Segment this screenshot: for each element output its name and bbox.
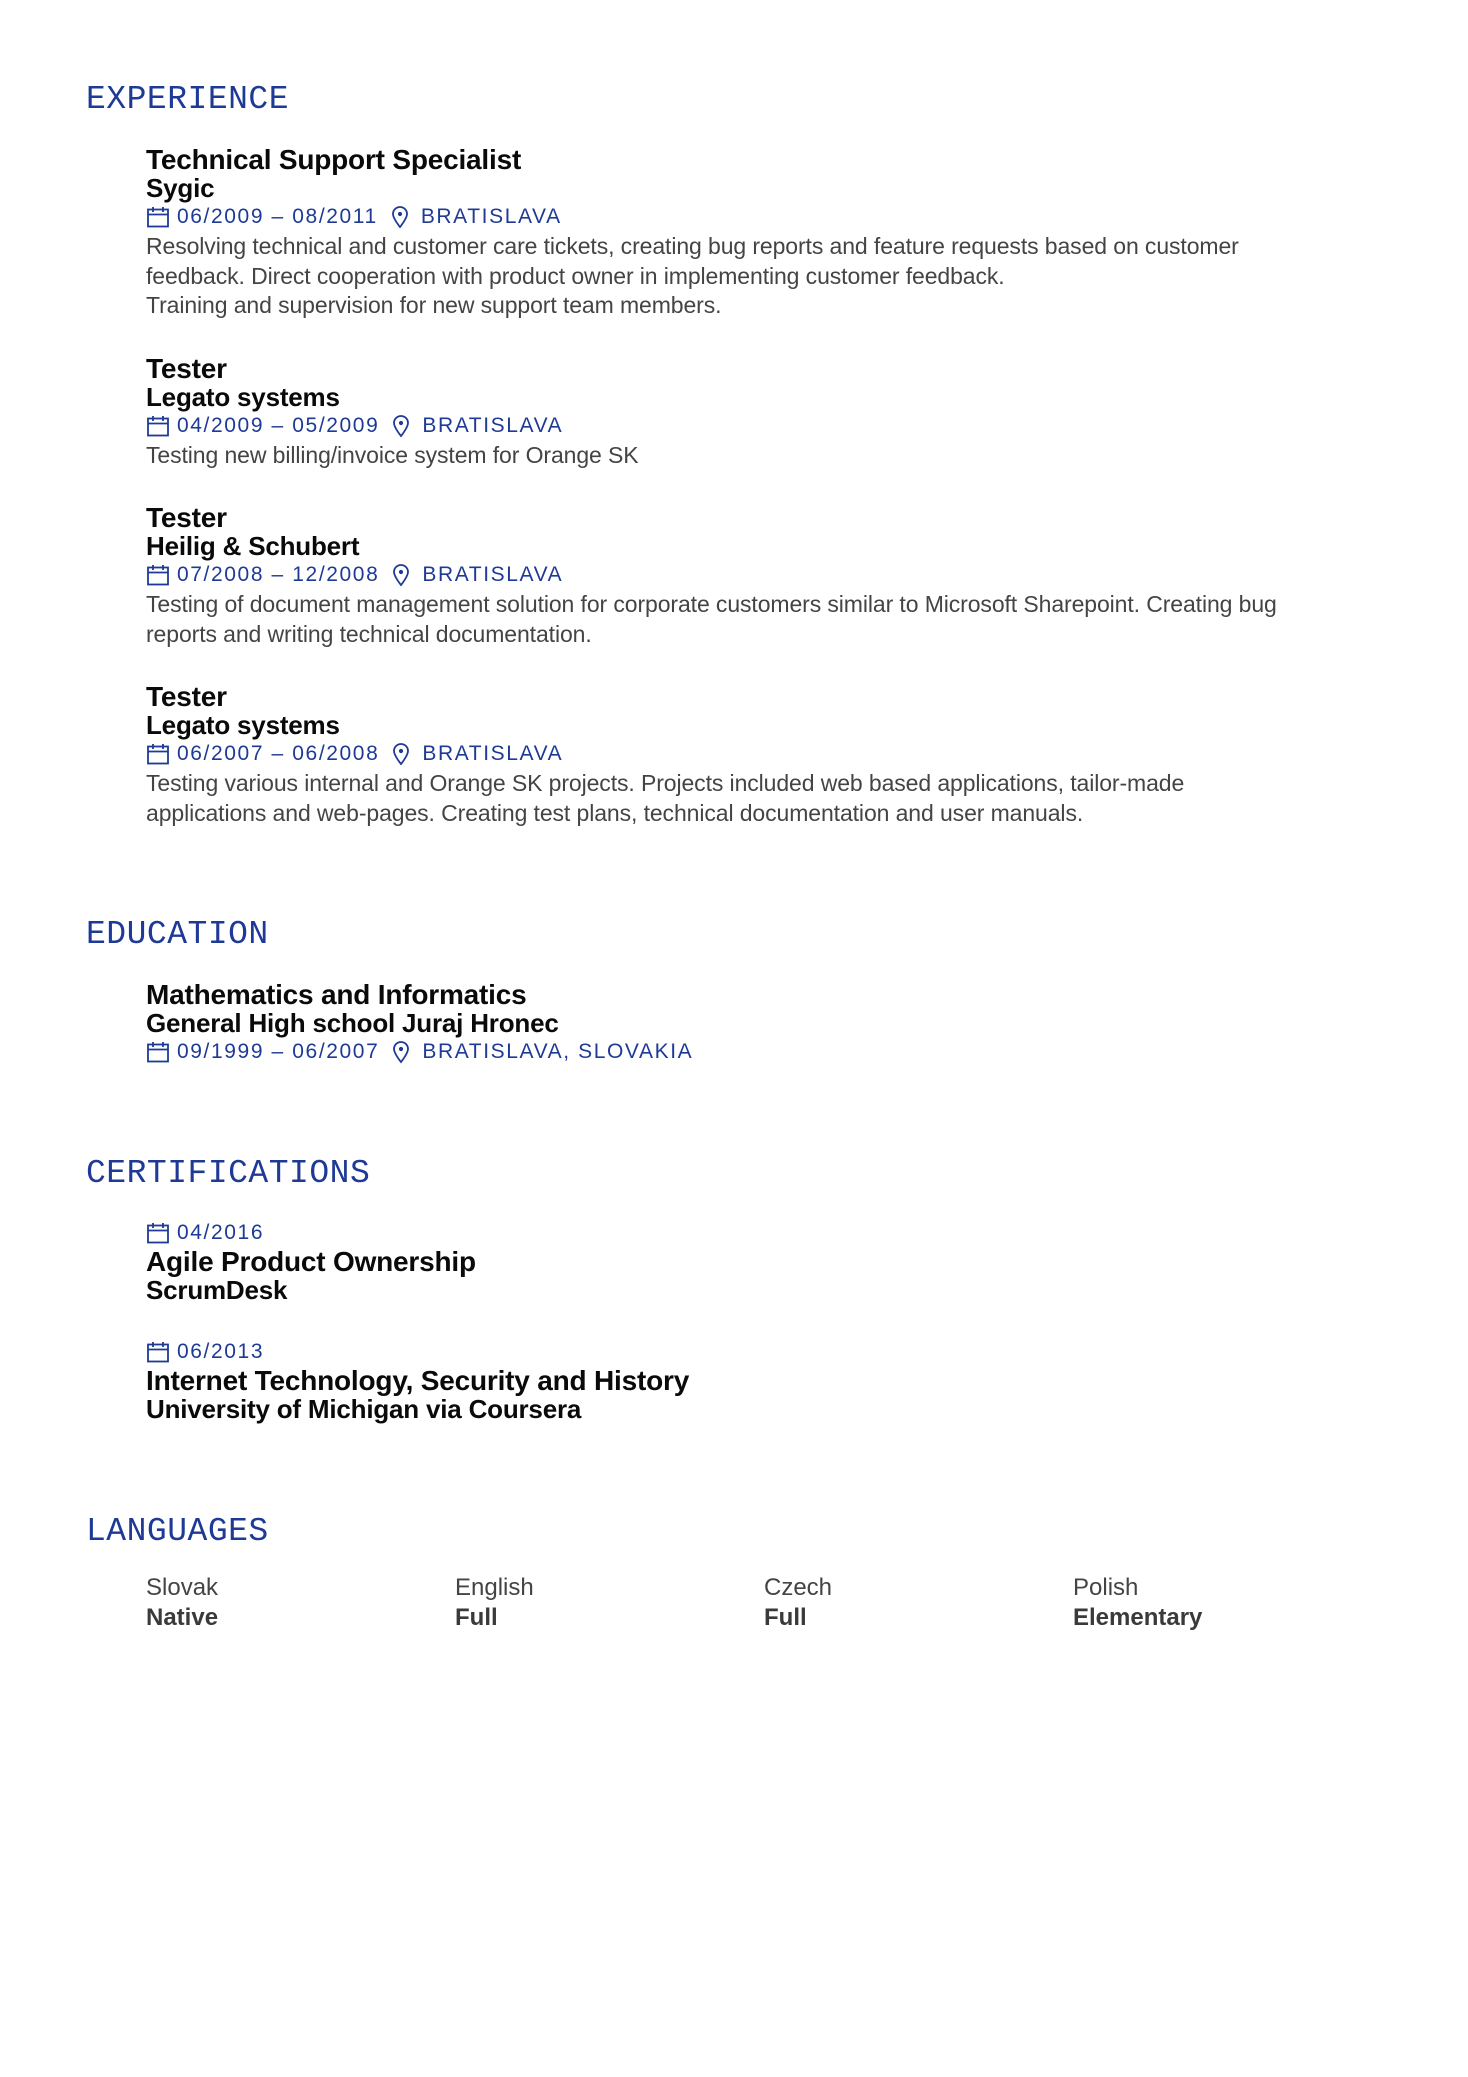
- description-line: Training and supervision for new support team members.: [146, 292, 722, 318]
- certification-entry: [146, 1337, 1386, 1423]
- map-pin-icon: [389, 563, 413, 587]
- location: BRATISLAVA, SLOVAKIA: [422, 1040, 694, 1063]
- job-title: Tester: [146, 502, 227, 533]
- language-name: Czech: [764, 1574, 833, 1601]
- job-description: [146, 232, 1386, 321]
- description-line: feedback. Direct cooperation with product owner in implementing customer feedback.: [146, 262, 1005, 289]
- company-name: Heilig & Schubert: [146, 531, 360, 561]
- entry-meta: [146, 1218, 1386, 1248]
- calendar-icon: [146, 1221, 170, 1245]
- section-heading-languages: LANGUAGES: [86, 1513, 269, 1550]
- calendar-icon: [146, 1040, 170, 1064]
- certification-date: 06/2013: [177, 1340, 265, 1363]
- description-line: Resolving technical and customer care tickets, creating bug reports and feature requests based on customer: [146, 233, 1239, 259]
- certification-date: 04/2016: [177, 1221, 265, 1244]
- job-description: [146, 769, 1386, 828]
- experience-entry: [146, 683, 1386, 828]
- certification-title: Internet Technology, Security and History: [146, 1365, 690, 1396]
- date-range: 04/2009 – 05/2009: [177, 414, 380, 437]
- language-name: English: [455, 1574, 534, 1601]
- location: BRATISLAVA: [420, 205, 562, 228]
- location: BRATISLAVA: [422, 563, 564, 586]
- certification-issuer: ScrumDesk: [146, 1275, 288, 1305]
- language-level: Full: [455, 1604, 498, 1631]
- map-pin-icon: [389, 1040, 413, 1064]
- map-pin-icon: [388, 205, 412, 229]
- language-item: [764, 1573, 1064, 1633]
- company-name: Sygic: [146, 173, 215, 203]
- section-heading-experience: EXPERIENCE: [86, 81, 290, 118]
- description-line: reports and writing technical documentation.: [146, 620, 592, 647]
- date-range: 06/2007 – 06/2008: [177, 742, 380, 765]
- language-level: Full: [764, 1604, 807, 1631]
- description-line: Testing of document management solution for corporate customers similar to Microsoft Sharepoint. Creating bug: [146, 591, 1277, 617]
- language-item: [1073, 1573, 1373, 1633]
- date-range: 07/2008 – 12/2008: [177, 563, 380, 586]
- degree: Mathematics and Informatics: [146, 979, 527, 1010]
- job-title: Tester: [146, 353, 227, 384]
- entry-meta: [146, 411, 1386, 441]
- entry-meta: [146, 202, 1386, 232]
- experience-entry: [146, 504, 1386, 649]
- section-heading-certifications: CERTIFICATIONS: [86, 1155, 371, 1192]
- experience-entry: [146, 355, 1386, 471]
- certification-entry: [146, 1218, 1386, 1304]
- education-entry: [146, 981, 1386, 1067]
- location: BRATISLAVA: [422, 742, 564, 765]
- entry-meta: [146, 1337, 1386, 1367]
- language-level: Elementary: [1073, 1604, 1203, 1631]
- certification-title: Agile Product Ownership: [146, 1246, 476, 1277]
- job-title: Tester: [146, 681, 227, 712]
- entry-meta: [146, 1037, 1386, 1067]
- description-line: Testing new billing/invoice system for Orange SK: [146, 442, 639, 468]
- section-heading-education: EDUCATION: [86, 916, 269, 953]
- company-name: Legato systems: [146, 710, 340, 740]
- certification-issuer: University of Michigan via Coursera: [146, 1394, 582, 1424]
- calendar-icon: [146, 742, 170, 766]
- job-description: [146, 590, 1386, 649]
- map-pin-icon: [389, 414, 413, 438]
- entry-meta: [146, 739, 1386, 769]
- language-level: Native: [146, 1604, 219, 1631]
- location: BRATISLAVA: [422, 414, 564, 437]
- experience-entry: [146, 146, 1386, 321]
- calendar-icon: [146, 205, 170, 229]
- language-item: [146, 1573, 446, 1633]
- description-line: Testing various internal and Orange SK projects. Projects included web based applications, tailor-made: [146, 770, 1185, 796]
- job-title: Technical Support Specialist: [146, 144, 522, 175]
- entry-meta: [146, 560, 1386, 590]
- calendar-icon: [146, 1340, 170, 1364]
- language-name: Slovak: [146, 1574, 219, 1601]
- calendar-icon: [146, 414, 170, 438]
- map-pin-icon: [389, 742, 413, 766]
- company-name: Legato systems: [146, 382, 340, 412]
- calendar-icon: [146, 563, 170, 587]
- language-name: Polish: [1073, 1574, 1139, 1601]
- language-item: [455, 1573, 755, 1633]
- date-range: 06/2009 – 08/2011: [177, 205, 378, 228]
- school-name: General High school Juraj Hronec: [146, 1008, 559, 1038]
- job-description: [146, 441, 1386, 471]
- description-line: applications and web-pages. Creating test plans, technical documentation and user manuals.: [146, 799, 1084, 826]
- date-range: 09/1999 – 06/2007: [177, 1040, 380, 1063]
